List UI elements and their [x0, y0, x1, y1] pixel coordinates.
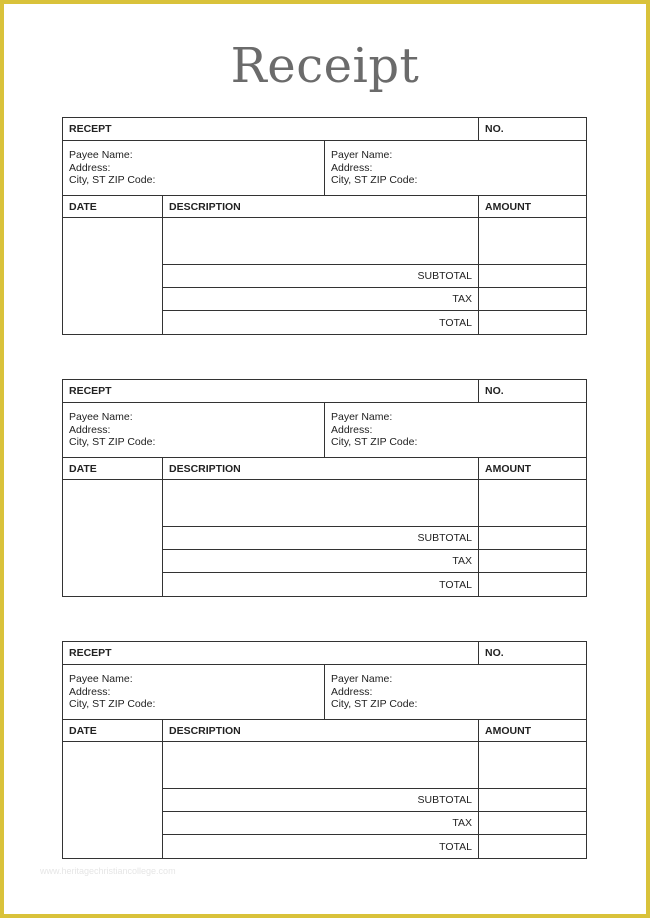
payer-block [325, 141, 586, 195]
payee-block [63, 665, 325, 719]
tax-label: TAX [163, 288, 479, 310]
payer-name-label: Payer Name: [331, 411, 393, 423]
payee-city-label: City, ST ZIP Code: [69, 698, 156, 710]
watermark-text: www.heritagechristiancollege.com [40, 866, 176, 876]
receipt-number-label: NO. [485, 123, 504, 135]
payee-name-label: Payee Name: [69, 411, 133, 423]
tax-amount-cell[interactable] [479, 812, 586, 834]
date-cell[interactable] [63, 742, 163, 858]
total-amount-cell[interactable] [479, 311, 586, 334]
payer-city-label: City, ST ZIP Code: [331, 698, 418, 710]
payee-name-label: Payee Name: [69, 673, 133, 685]
payee-name-label: Payee Name: [69, 149, 133, 161]
payee-city-label: City, ST ZIP Code: [69, 436, 156, 448]
payee-block [63, 403, 325, 457]
amount-cell[interactable] [479, 742, 586, 788]
payee-block [63, 141, 325, 195]
description-cell[interactable] [163, 742, 479, 788]
receipt-label: RECEPT [63, 118, 479, 140]
description-cell[interactable] [163, 480, 479, 526]
date-header: DATE [63, 196, 163, 217]
total-amount-cell[interactable] [479, 835, 586, 858]
amount-header: AMOUNT [485, 200, 532, 213]
date-header: DATE [63, 720, 163, 741]
subtotal-label: SUBTOTAL [163, 789, 479, 811]
tax-label: TAX [163, 550, 479, 572]
date-cell[interactable] [63, 218, 163, 334]
payer-city-label: City, ST ZIP Code: [331, 436, 418, 448]
payer-address-label: Address: [331, 161, 373, 174]
receipt-form-2 [62, 379, 587, 597]
payer-block [325, 403, 586, 457]
receipt-form-1 [62, 117, 587, 335]
subtotal-amount-cell[interactable] [479, 527, 586, 549]
payer-address-label: Address: [331, 423, 373, 436]
payee-address-label: Address: [69, 161, 111, 174]
description-cell[interactable] [163, 218, 479, 264]
total-amount-cell[interactable] [479, 573, 586, 596]
receipt-number-label: NO. [485, 385, 504, 397]
payer-block [325, 665, 586, 719]
amount-header: AMOUNT [485, 724, 532, 737]
subtotal-amount-cell[interactable] [479, 265, 586, 287]
payee-address-label: Address: [69, 685, 111, 698]
payer-city-label: City, ST ZIP Code: [331, 174, 418, 186]
payer-address-label: Address: [331, 685, 373, 698]
subtotal-label: SUBTOTAL [163, 265, 479, 287]
page-title: Receipt [230, 38, 420, 94]
description-header: DESCRIPTION [163, 196, 479, 217]
receipt-label: RECEPT [63, 642, 479, 664]
receipt-number-label: NO. [485, 647, 504, 659]
payee-address-label: Address: [69, 423, 111, 436]
subtotal-label: SUBTOTAL [163, 527, 479, 549]
total-label: TOTAL [163, 573, 479, 596]
total-label: TOTAL [163, 311, 479, 334]
payer-name-label: Payer Name: [331, 673, 393, 685]
tax-amount-cell[interactable] [479, 550, 586, 572]
receipt-label: RECEPT [63, 380, 479, 402]
amount-cell[interactable] [479, 480, 586, 526]
tax-label: TAX [163, 812, 479, 834]
date-header: DATE [63, 458, 163, 479]
subtotal-amount-cell[interactable] [479, 789, 586, 811]
description-header: DESCRIPTION [163, 720, 479, 741]
receipt-form-3 [62, 641, 587, 859]
amount-cell[interactable] [479, 218, 586, 264]
total-label: TOTAL [163, 835, 479, 858]
tax-amount-cell[interactable] [479, 288, 586, 310]
payer-name-label: Payer Name: [331, 149, 393, 161]
payee-city-label: City, ST ZIP Code: [69, 174, 156, 186]
description-header: DESCRIPTION [163, 458, 479, 479]
amount-header: AMOUNT [485, 462, 532, 475]
date-cell[interactable] [63, 480, 163, 596]
